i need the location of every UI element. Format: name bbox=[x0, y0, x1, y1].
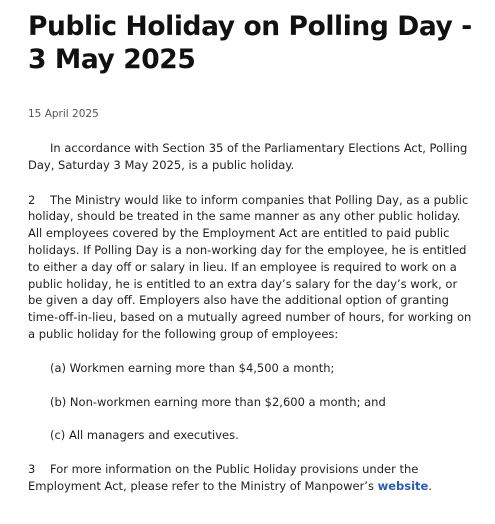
intro-paragraph: In accordance with Section 35 of the Parliamentary Elections Act, Polling Day, Saturday 3 May 2025, is a public holiday. bbox=[28, 141, 468, 172]
paragraph-text: The Ministry would like to inform companies that Polling Day, as a public holiday, should be treated in the same manner as any other public holiday. All employees covered by the Employment Act are entitled to paid public holidays. If Polling Day is a non-working day for the employee, he is entitled to either a day off or salary in lieu. If an employee is required to work on a public holiday, he is entitled to an extra day’s salary for the day’s work, or be given a day off. Employers also have the additional option of granting time-off-in-lieu, based on a mutually agreed number of hours, for working on a public holiday for the following group of employees: bbox=[28, 192, 472, 341]
page-title: Public Holiday on Polling Day - 3 May 2025 bbox=[28, 11, 472, 75]
sentence-end: . bbox=[428, 478, 433, 493]
paragraph-text: For more information on the Public Holiday provisions under the Employment Act, please refer to the Ministry of Manpower’s bbox=[28, 462, 419, 493]
list-item: (a) Workmen earning more than $4,500 a month; bbox=[50, 360, 335, 375]
article-body bbox=[28, 140, 475, 495]
mom-website-link[interactable]: website bbox=[377, 478, 429, 493]
paragraph-number: 3 bbox=[28, 462, 36, 477]
list-item: (b) Non-workmen earning more than $2,600 a month; and bbox=[50, 394, 386, 409]
paragraph-3 bbox=[28, 461, 475, 495]
paragraph-number: 2 bbox=[28, 192, 36, 207]
list-item: (c) All managers and executives. bbox=[50, 428, 239, 443]
paragraph-2 bbox=[28, 192, 475, 343]
publish-date: 15 April 2025 bbox=[28, 108, 99, 120]
